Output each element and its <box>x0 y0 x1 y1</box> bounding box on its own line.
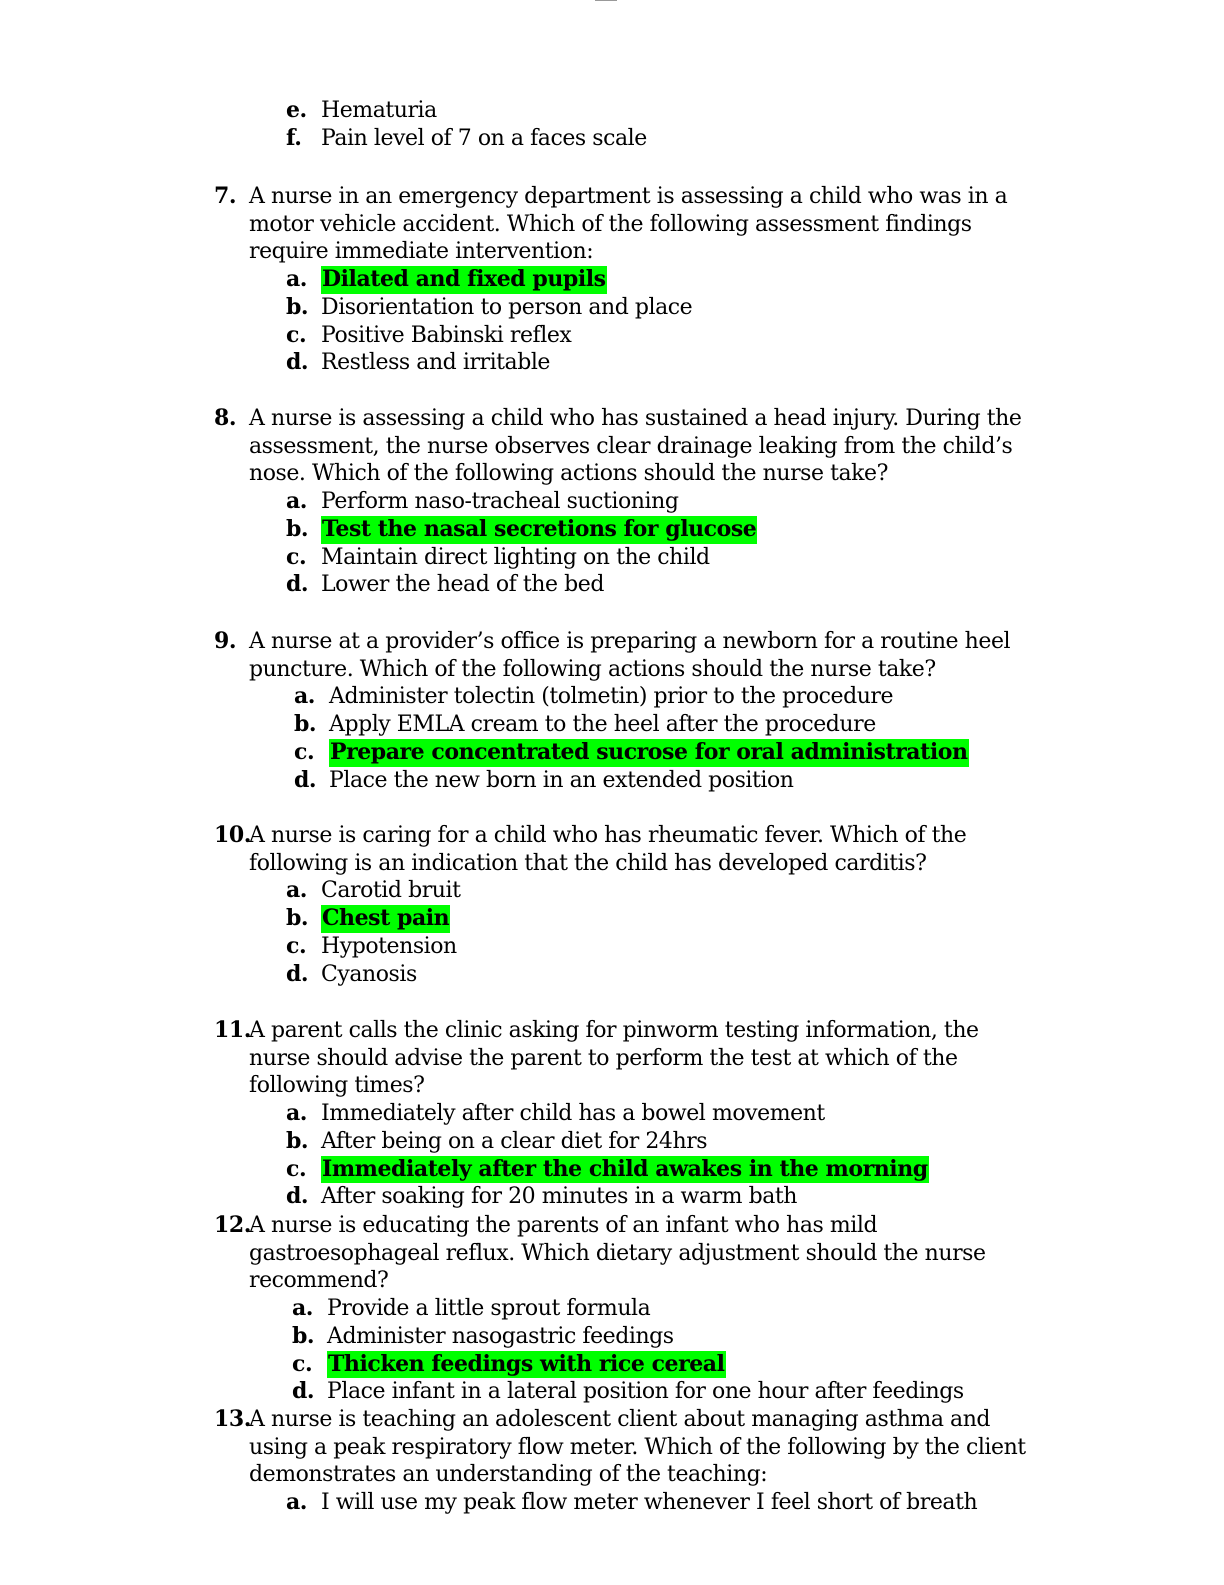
option-item <box>286 1128 1044 1156</box>
options-list <box>286 877 1044 988</box>
option-letter: b. <box>286 1127 309 1154</box>
option-text: Cyanosis <box>321 961 417 987</box>
option-letter: d. <box>286 1183 309 1210</box>
option-letter: a. <box>286 488 308 515</box>
option-item <box>286 571 1044 599</box>
option-item <box>286 1183 1044 1211</box>
question-number: 10. <box>214 822 251 848</box>
option-letter: c. <box>286 321 307 348</box>
option-text: Hypotension <box>321 933 457 959</box>
question-11 <box>214 1017 1044 1211</box>
option-item <box>286 905 1044 933</box>
option-text: Place infant in a lateral position for one hour after feedings <box>327 1379 964 1405</box>
option-text: Apply EMLA cream to the heel after the procedure <box>329 712 876 738</box>
option-text: Restless and irritable <box>321 350 551 376</box>
option-text: Provide a little sprout formula <box>327 1296 651 1322</box>
option-item <box>286 933 1044 961</box>
option-text: Positive Babinski reflex <box>321 322 572 348</box>
question-number: 12. <box>214 1212 251 1238</box>
option-text: Administer tolectin (tolmetin) prior to the procedure <box>329 684 894 710</box>
option-text: Pain level of 7 on a faces scale <box>321 125 647 151</box>
option-item <box>292 1378 1044 1406</box>
option-text: After being on a clear diet for 24hrs <box>321 1128 708 1154</box>
option-letter: c. <box>286 1155 307 1182</box>
question-10 <box>214 822 1044 988</box>
question-text: A nurse is caring for a child who has rheumatic fever. Which of the following is an indication that the child has developed carditis? <box>249 823 967 876</box>
option-item <box>286 349 1044 377</box>
options-list <box>294 683 1044 794</box>
question-text: A nurse is assessing a child who has sustained a head injury. During the assessment, the nurse observes clear drainage leaking from the child’s nose. Which of the following actions should the nurse take? <box>249 406 1022 487</box>
option-item <box>286 877 1044 905</box>
option-item <box>286 322 1044 350</box>
option-item <box>286 97 647 125</box>
question-number: 7. <box>214 183 237 209</box>
option-letter: e. <box>286 97 307 123</box>
option-letter: b. <box>286 905 309 932</box>
option-item <box>286 294 1044 322</box>
option-item <box>286 544 1044 572</box>
option-letter: d. <box>286 960 309 987</box>
question-7 <box>214 183 1044 377</box>
option-text: Place the new born in an extended position <box>329 767 794 793</box>
option-letter: a. <box>286 877 308 904</box>
options-list <box>286 1100 1044 1211</box>
option-text: Immediately after child has a bowel movement <box>321 1101 825 1127</box>
correct-answer-highlight: Prepare concentrated sucrose for oral administration <box>330 738 968 765</box>
correct-answer-highlight: Dilated and fixed pupils <box>322 266 606 293</box>
correct-answer-highlight: Chest pain <box>322 905 450 932</box>
option-item <box>286 125 647 153</box>
option-letter: d. <box>292 1378 315 1405</box>
option-item <box>292 1351 1044 1379</box>
option-letter: a. <box>286 266 308 293</box>
question-13 <box>214 1406 1044 1517</box>
option-item <box>286 961 1044 989</box>
option-letter: c. <box>286 932 307 959</box>
option-letter: a. <box>286 1489 308 1516</box>
header-mark <box>595 0 617 4</box>
correct-answer-highlight: Thicken feedings with rice cereal <box>328 1350 725 1377</box>
correct-answer-highlight: Test the nasal secretions for glucose <box>322 515 757 542</box>
question-8 <box>214 405 1044 599</box>
options-list <box>292 1295 1044 1406</box>
option-item <box>286 266 1044 294</box>
question-9 <box>214 628 1044 794</box>
option-item <box>286 488 1044 516</box>
option-letter: a. <box>286 1100 308 1127</box>
question-text: A nurse at a provider’s office is preparing a newborn for a routine heel puncture. Which of the following actions should the nurse take? <box>249 629 1011 682</box>
option-letter: a. <box>292 1295 314 1322</box>
question-number: 9. <box>214 628 237 654</box>
option-text: Perform naso-tracheal suctioning <box>321 489 679 515</box>
question-text: A parent calls the clinic asking for pinworm testing information, the nurse should advise the parent to perform the test at which of the following times? <box>249 1018 979 1099</box>
option-letter: b. <box>294 711 317 738</box>
option-text: Disorientation to person and place <box>321 294 693 320</box>
option-item <box>292 1295 1044 1323</box>
option-letter: d. <box>286 349 309 376</box>
option-item <box>294 739 1044 767</box>
question-12 <box>214 1212 1044 1406</box>
option-letter: d. <box>294 766 317 793</box>
option-item <box>286 1156 1044 1184</box>
options-list <box>286 488 1044 599</box>
option-item <box>286 516 1044 544</box>
question-6-continuation <box>286 97 647 152</box>
option-text: Hematuria <box>321 98 437 123</box>
options-list <box>286 266 1044 377</box>
option-letter: c. <box>286 543 307 570</box>
question-text: A nurse is educating the parents of an infant who has mild gastroesophageal reflux. Which dietary adjustment should the nurse recommend? <box>249 1213 986 1294</box>
options-list <box>286 1489 1044 1517</box>
option-letter: f. <box>286 124 302 151</box>
option-text: Administer nasogastric feedings <box>327 1323 674 1349</box>
option-item <box>292 1323 1044 1351</box>
option-letter: d. <box>286 571 309 598</box>
option-text: Carotid bruit <box>321 878 461 904</box>
option-item <box>294 683 1044 711</box>
option-item <box>294 711 1044 739</box>
question-text: A nurse in an emergency department is assessing a child who was in a motor vehicle accident. Which of the following assessment findings require immediate intervention: <box>249 184 1008 265</box>
question-number: 13. <box>214 1406 251 1432</box>
option-item <box>294 767 1044 795</box>
option-letter: b. <box>286 515 309 542</box>
question-text: A nurse is teaching an adolescent client about managing asthma and using a peak respiratory flow meter. Which of the following by the client demonstrates an understanding of the teaching: <box>249 1407 1026 1488</box>
option-text: After soaking for 20 minutes in a warm bath <box>321 1184 798 1210</box>
question-number: 8. <box>214 405 237 431</box>
option-letter: b. <box>292 1322 315 1349</box>
question-number: 11. <box>214 1017 251 1043</box>
option-letter: c. <box>292 1350 313 1377</box>
option-item <box>286 1100 1044 1128</box>
option-letter: a. <box>294 683 316 710</box>
option-item <box>286 1489 1044 1517</box>
option-text: I will use my peak flow meter whenever I feel short of breath <box>321 1490 978 1516</box>
option-letter: c. <box>294 738 315 765</box>
option-letter: b. <box>286 293 309 320</box>
option-text: Lower the head of the bed <box>321 572 604 598</box>
option-text: Maintain direct lighting on the child <box>321 544 710 570</box>
correct-answer-highlight: Immediately after the child awakes in the morning <box>322 1155 928 1182</box>
